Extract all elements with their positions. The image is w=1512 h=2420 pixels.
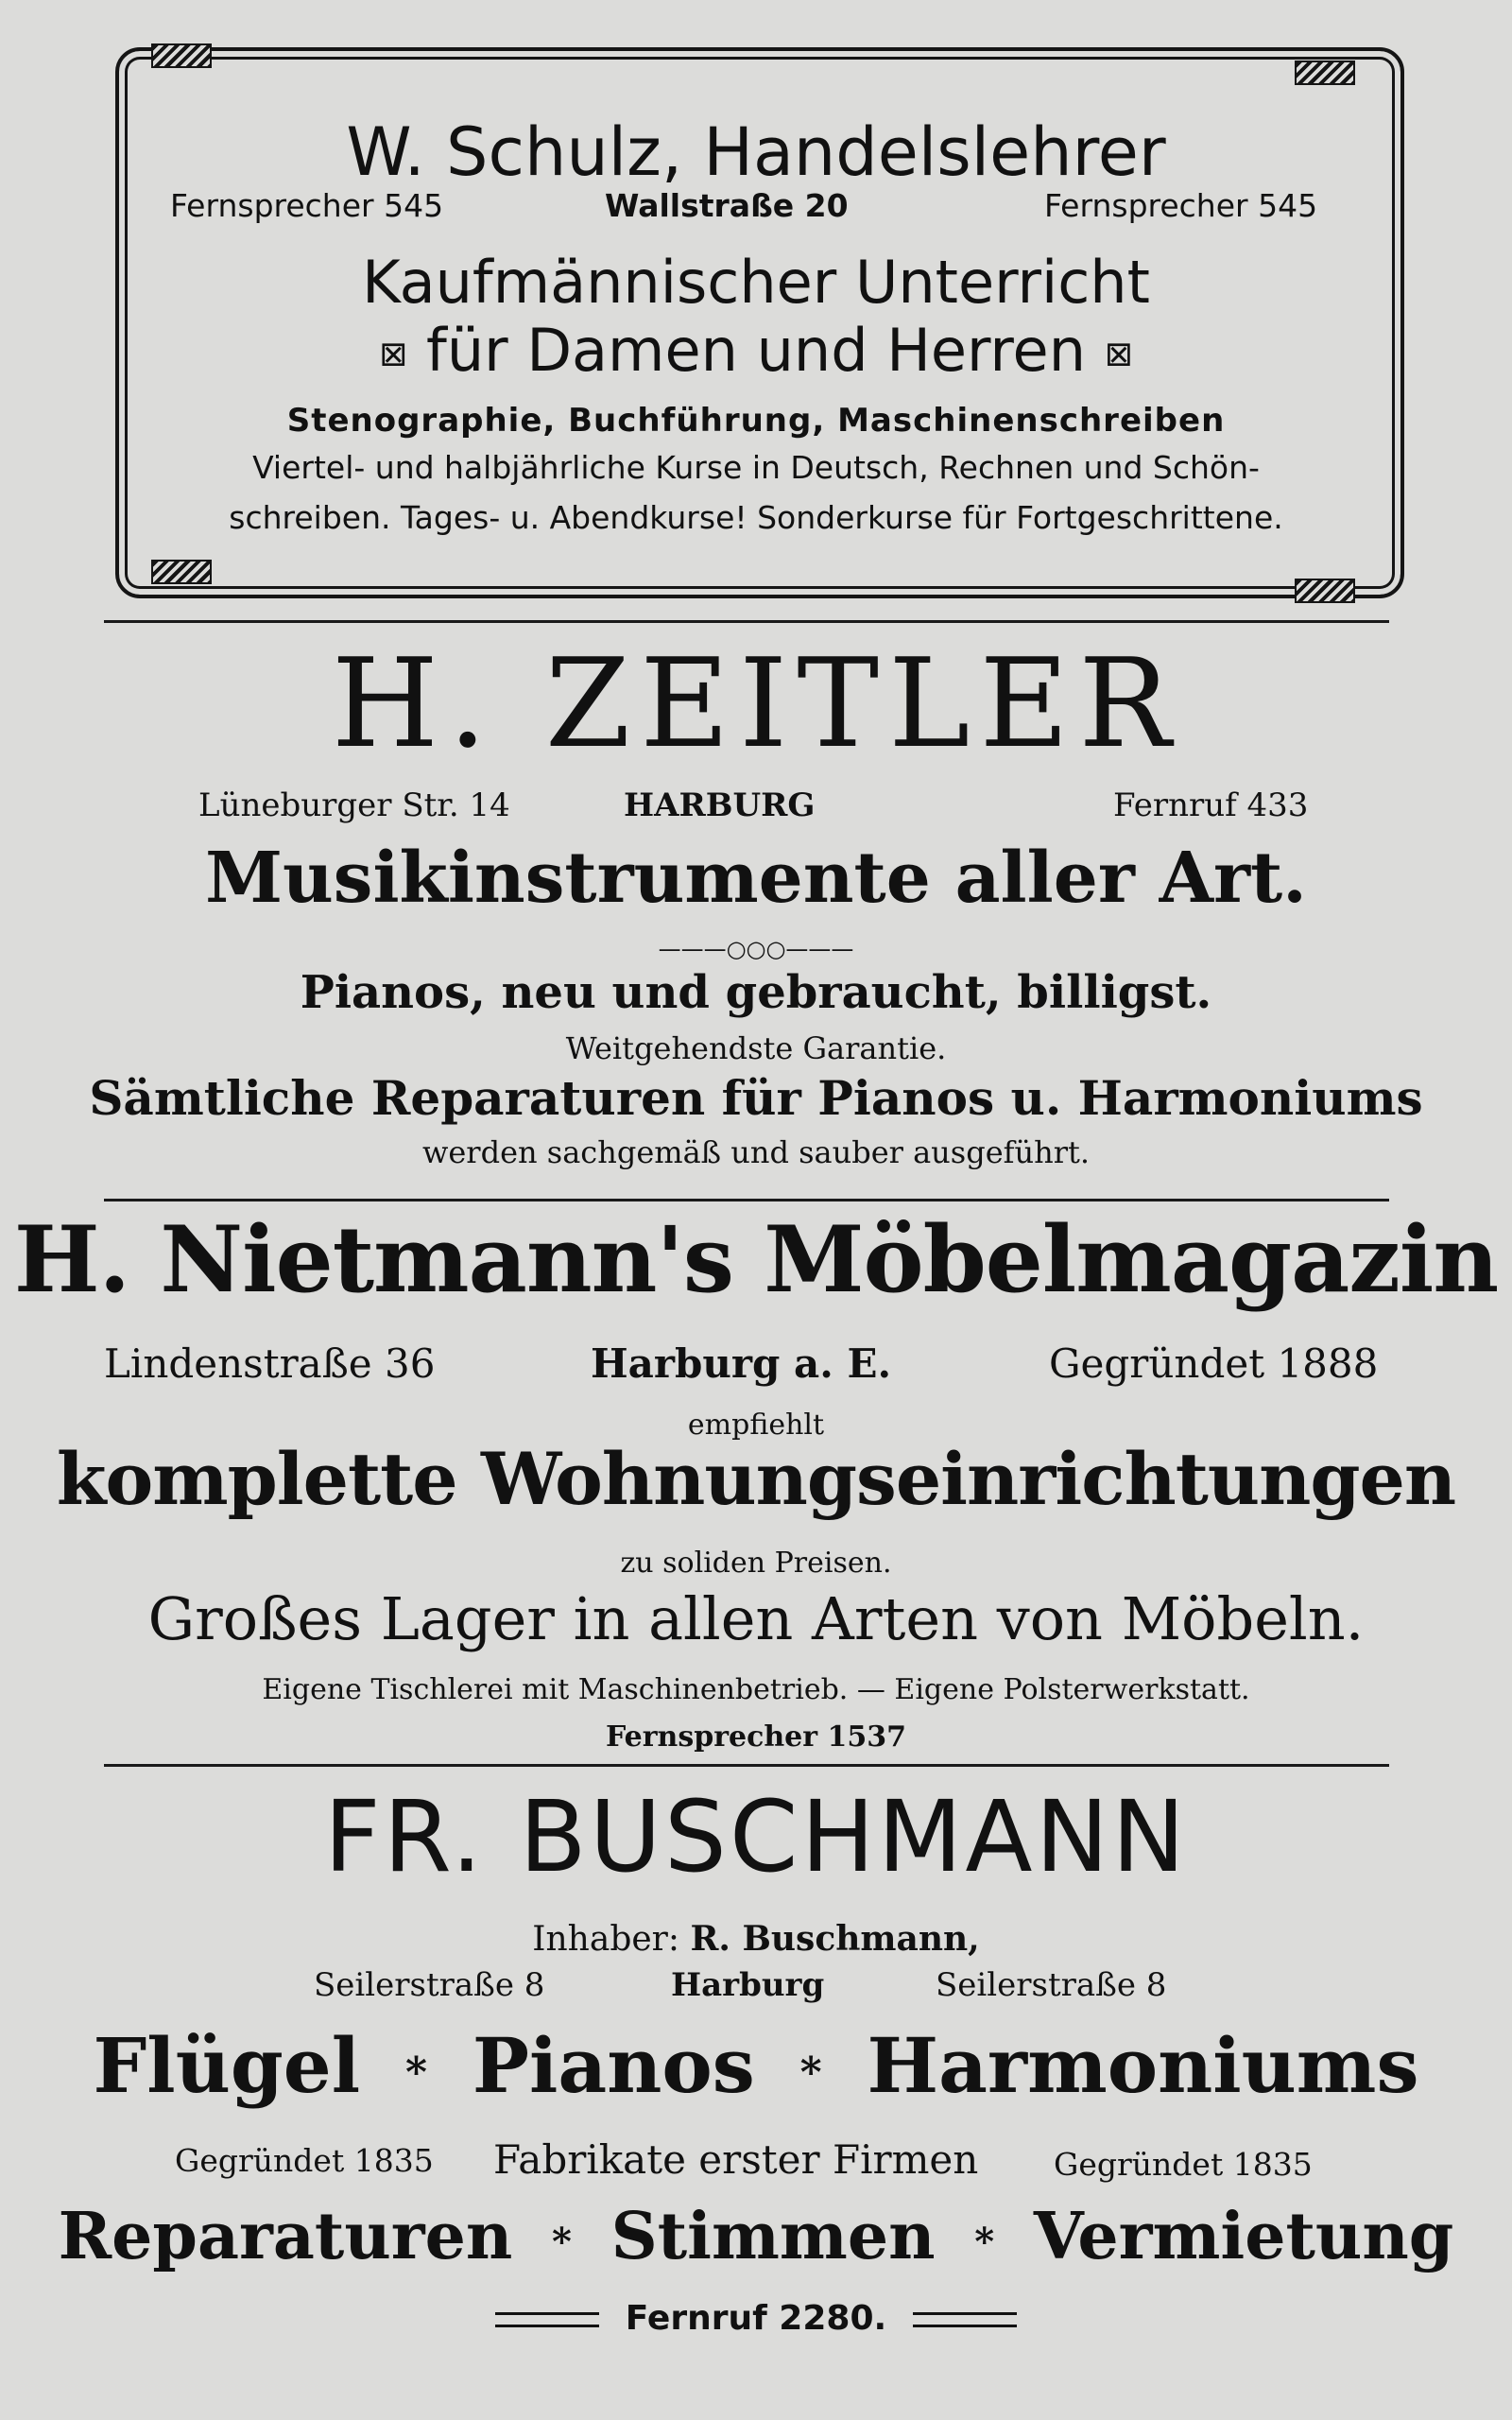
buschmann-city: Harburg bbox=[671, 1966, 825, 2004]
buschmann-service-1: Reparaturen bbox=[58, 2199, 513, 2274]
buschmann-owner-row bbox=[0, 1919, 1512, 1959]
zeitler-name: H. ZEITLER bbox=[331, 631, 1181, 775]
divider-rule bbox=[104, 620, 1389, 623]
nietmann-workshops: Eigene Tischlerei mit Maschinenbetrieb. — Eigene Polsterwerkstatt. bbox=[262, 1673, 1250, 1706]
star-icon: * bbox=[799, 2048, 822, 2097]
buschmann-name: FR. BUSCHMANN bbox=[323, 1779, 1189, 1894]
frame-ornament bbox=[1295, 60, 1355, 85]
schulz-heading-1: Kaufmännischer Unterricht bbox=[362, 248, 1150, 317]
zeitler-line-1: Pianos, neu und gebraucht, billigst. bbox=[300, 966, 1212, 1019]
buschmann-item-1: Flügel bbox=[93, 2021, 361, 2110]
schulz-address: Wallstraße 20 bbox=[605, 187, 849, 224]
divider-rule bbox=[104, 1764, 1389, 1767]
zeitler-address: Lüneburger Str. 14 bbox=[198, 786, 510, 824]
schulz-phone-left: Fernsprecher 545 bbox=[170, 187, 444, 224]
buschmann-founded-right: Gegründet 1835 bbox=[1054, 2146, 1313, 2183]
zeitler-line-3: Sämtliche Reparaturen für Pianos u. Harmoniums bbox=[89, 1070, 1423, 1126]
nietmann-recommends: empfiehlt bbox=[687, 1409, 825, 1442]
nietmann-address: Lindenstraße 36 bbox=[104, 1340, 436, 1387]
schulz-heading-2: für Damen und Herren bbox=[426, 316, 1086, 385]
nietmann-city: Harburg a. E. bbox=[591, 1340, 892, 1387]
star-icon: * bbox=[551, 2220, 572, 2264]
nietmann-stock: Großes Lager in allen Arten von Möbeln. bbox=[147, 1584, 1365, 1653]
buschmann-products bbox=[0, 2021, 1512, 2110]
buschmann-address-right: Seilerstraße 8 bbox=[936, 1966, 1167, 2004]
schulz-line-2: schreiben. Tages- u. Abendkurse! Sonderkurse für Fortgeschrittene. bbox=[229, 499, 1283, 536]
buschmann-phone: Fernruf 2280. bbox=[625, 2299, 887, 2338]
nietmann-name: H. Nietmann's Möbelmagazin bbox=[13, 1206, 1499, 1313]
zeitler-headline: Musikinstrumente aller Art. bbox=[205, 838, 1307, 919]
buschmann-phone-row bbox=[0, 2299, 1512, 2338]
buschmann-makers: Fabrikate erster Firmen bbox=[493, 2136, 979, 2183]
ornament-icon: ⊠ bbox=[379, 335, 408, 374]
schulz-title: W. Schulz, Handelslehrer bbox=[346, 113, 1166, 191]
zeitler-line-2: Weitgehendste Garantie. bbox=[565, 1030, 947, 1066]
buschmann-item-2: Pianos bbox=[472, 2021, 755, 2110]
buschmann-service-3: Vermietung bbox=[1033, 2199, 1454, 2274]
buschmann-founded-left: Gegründet 1835 bbox=[175, 2142, 434, 2179]
double-rule bbox=[495, 2312, 599, 2327]
ornament-icon: ⊠ bbox=[1104, 335, 1133, 374]
nietmann-prices: zu soliden Preisen. bbox=[620, 1547, 892, 1580]
nietmann-founded: Gegründet 1888 bbox=[1049, 1340, 1379, 1387]
schulz-subjects: Stenographie, Buchführung, Maschinenschreiben bbox=[286, 402, 1226, 440]
buschmann-service-2: Stimmen bbox=[610, 2199, 936, 2274]
zeitler-city: HARBURG bbox=[624, 786, 816, 824]
schulz-heading-2-row bbox=[0, 316, 1512, 385]
buschmann-item-3: Harmoniums bbox=[867, 2021, 1419, 2110]
buschmann-owner: R. Buschmann, bbox=[690, 1919, 980, 1959]
schulz-line-1: Viertel- und halbjährliche Kurse in Deutsch, Rechnen und Schön- bbox=[252, 449, 1260, 486]
star-icon: * bbox=[974, 2220, 995, 2264]
buschmann-services bbox=[0, 2199, 1512, 2274]
nietmann-phone: Fernsprecher 1537 bbox=[605, 1720, 907, 1754]
zeitler-line-4: werden sachgemäß und sauber ausgeführt. bbox=[421, 1134, 1091, 1170]
schulz-phone-right: Fernsprecher 545 bbox=[1044, 187, 1318, 224]
buschmann-address-left: Seilerstraße 8 bbox=[314, 1966, 545, 2004]
star-icon: * bbox=[404, 2048, 427, 2097]
buschmann-owner-label: Inhaber: bbox=[532, 1920, 680, 1959]
frame-ornament bbox=[151, 560, 212, 584]
nietmann-headline: komplette Wohnungseinrichtungen bbox=[56, 1437, 1456, 1521]
double-rule bbox=[913, 2312, 1017, 2327]
zeitler-phone: Fernruf 433 bbox=[1113, 786, 1309, 824]
zeitler-divider: ———○○○——— bbox=[658, 936, 854, 962]
frame-ornament bbox=[151, 43, 212, 68]
divider-rule bbox=[104, 1199, 1389, 1201]
frame-ornament bbox=[1295, 579, 1355, 603]
